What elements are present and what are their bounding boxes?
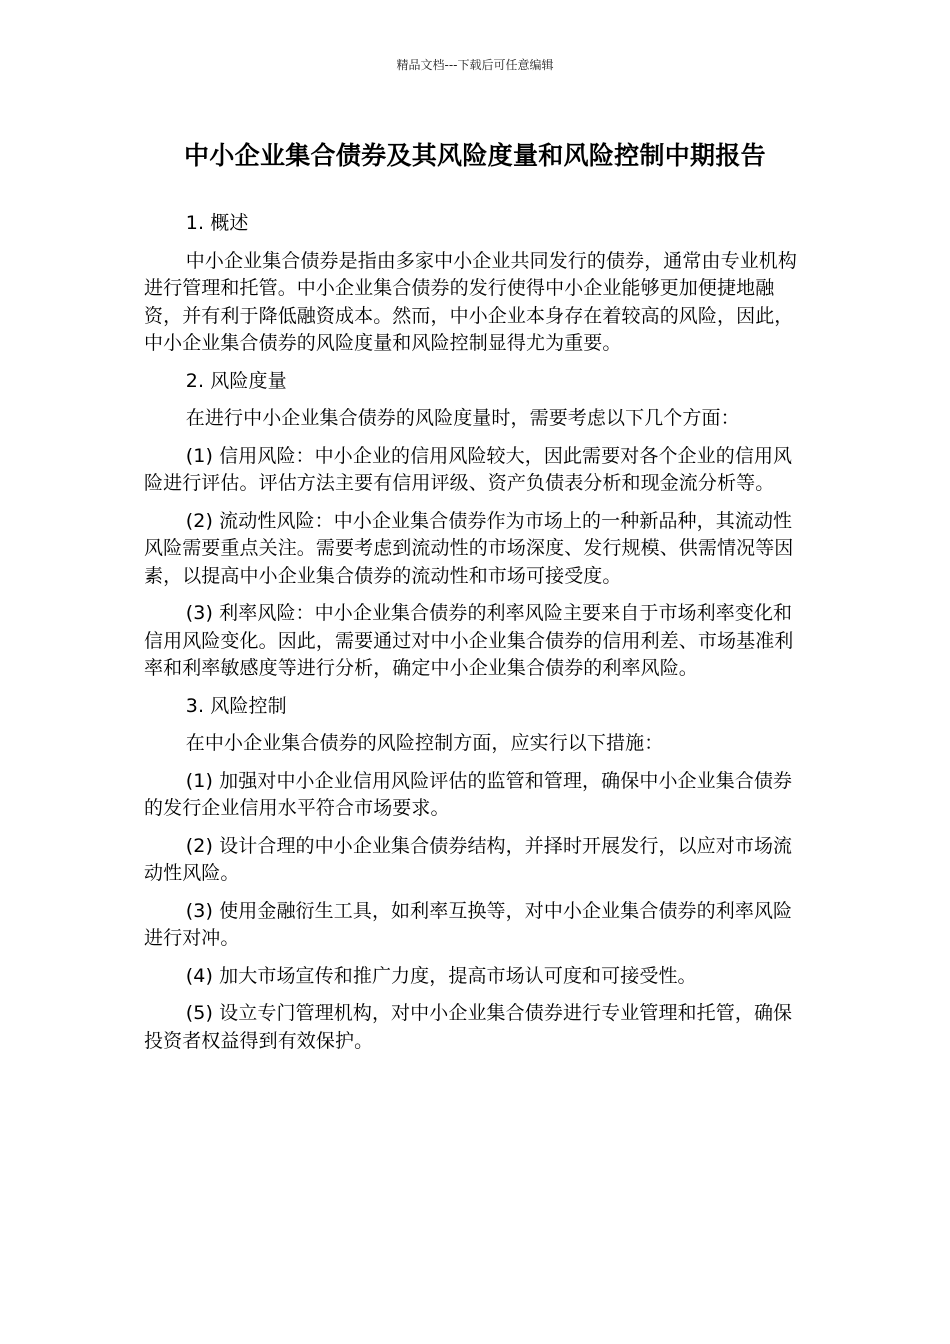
document-body [144,210,808,1065]
liquidity-risk-paragraph: (2) 流动性风险：中小企业集合债券作为市场上的一种新品种，其流动性风险需要重点关注。需要考虑到流动性的市场深度、发行规模、供需情况等因素，以提高中小企业集合债券的流动性和市场可接受度。 [144,509,794,587]
interest-rate-risk-paragraph: (3) 利率风险：中小企业集合债券的利率风险主要来自于市场利率变化和信用风险变化。因此，需要通过对中小企业集合债券的信用利差、市场基准利率和利率敏感度等进行分析，确定中小企业集合债券的利率风险。 [144,602,794,679]
control-measure-2: (2) 设计合理的中小企业集合债券结构，并择时开展发行，以应对市场流动性风险。 [144,834,793,884]
risk-control-intro: 在中小企业集合债券的风险控制方面，应实行以下措施： [185,732,664,754]
overview-paragraph: 中小企业集合债券是指由多家中小企业共同发行的债券，通常由专业机构进行管理和托管。中小企业集合债券的发行使得中小企业能够更加便捷地融资，并有利于降低融资成本。然而，中小企业本身存在着较高的风险，因此，中小企业集合债券的风险度量和风险控制显得尤为重要。 [144,249,797,354]
control-measure-3: (3) 使用金融衍生工具，如利率互换等，对中小企业集合债券的利率风险进行对冲。 [144,899,793,949]
control-measure-5: (5) 设立专门管理机构，对中小企业集合债券进行专业管理和托管，确保投资者权益得到有效保护。 [144,1002,793,1052]
credit-risk-paragraph: (1) 信用风险：中小企业的信用风险较大，因此需要对各个企业的信用风险进行评估。评估方法主要有信用评级、资产负债表分析和现金流分析等。 [144,444,793,494]
document-title: 中小企业集合债券及其风险度量和风险控制中期报告 [184,141,766,170]
section-heading-risk-control: 3. 风险控制 [185,694,287,717]
section-heading-overview: 1. 概述 [185,212,249,234]
control-measure-4: (4) 加大市场宣传和推广力度，提高市场认可度和可接受性。 [185,964,697,987]
risk-measurement-intro: 在进行中小企业集合债券的风险度量时，需要考虑以下几个方面： [185,407,740,429]
page-header-note: 精品文档---下载后可任意编辑 [396,58,554,72]
section-heading-risk-measurement: 2. 风险度量 [185,369,287,392]
control-measure-1: (1) 加强对中小企业信用风险评估的监管和管理，确保中小企业集合债券的发行企业信用水平符合市场要求。 [144,769,793,819]
